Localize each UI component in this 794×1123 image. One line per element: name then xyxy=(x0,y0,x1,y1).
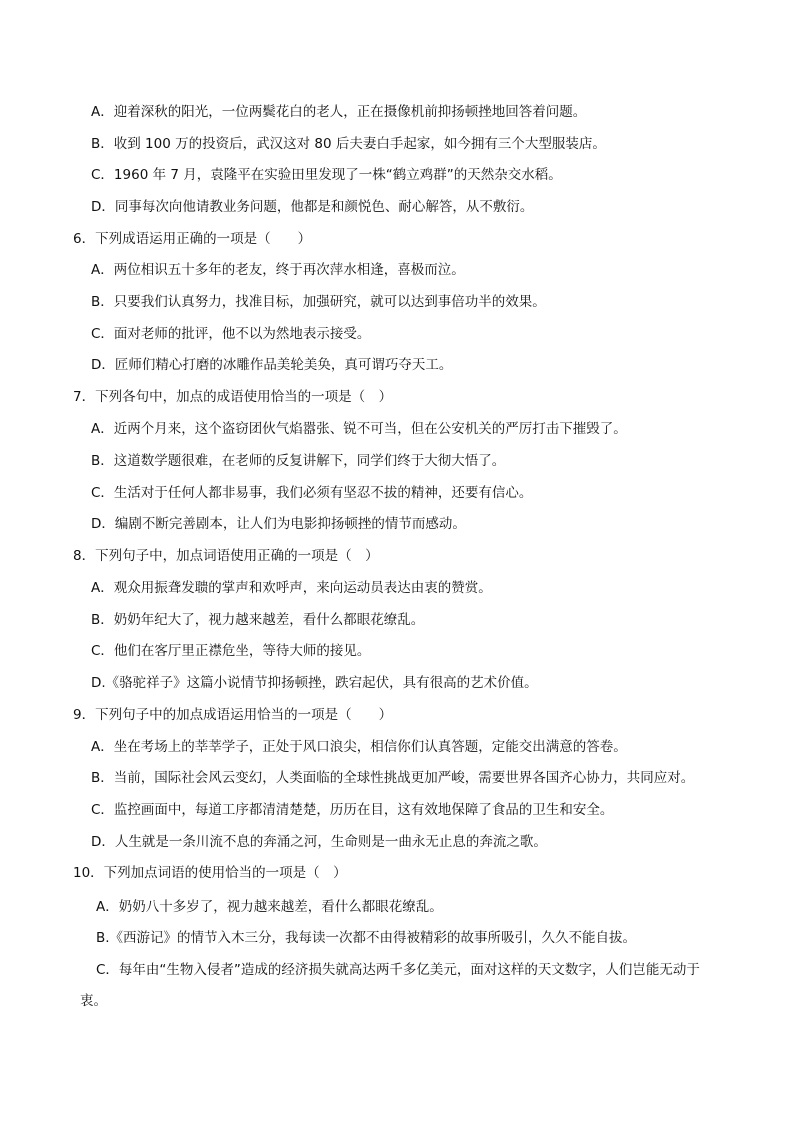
q7-option-c: C．生活对于任何人都非易事，我们必须有坚忍不拔的精神，还要有信心。 xyxy=(91,485,533,501)
q6-option-a: A．两位相识五十多年的老友，终于再次萍水相逢，喜极而泣。 xyxy=(91,262,465,278)
q8-option-a: A．观众用振聋发聩的掌声和欢呼声，来向运动员表达由衷的赞赏。 xyxy=(91,580,492,596)
q5-option-a: A．迎着深秋的阳光，一位两鬓花白的老人，正在摄像机前抑扬顿挫地回答着问题。 xyxy=(91,104,587,120)
q10-option-c-continuation: 衷。 xyxy=(80,993,107,1009)
q10-option-a: A．奶奶八十多岁了，视力越来越差，看什么都眼花缭乱。 xyxy=(96,899,443,915)
q10-stem: 10．下列加点词语的使用恰当的一项是（ ） xyxy=(73,865,347,881)
q5-option-c: C．1960 年 7 月，袁隆平在实验田里发现了一株“鹤立鸡群”的天然杂交水稻。 xyxy=(91,167,562,183)
q7-option-b: B．这道数学题很难，在老师的反复讲解下，同学们终于大彻大悟了。 xyxy=(91,453,506,469)
q9-option-a: A．坐在考场上的莘莘学子，正处于风口浪尖，相信你们认真答题，定能交出满意的答卷。 xyxy=(91,739,627,755)
q8-stem: 8．下列句子中，加点词语使用正确的一项是（ ） xyxy=(73,548,379,564)
q7-stem: 7．下列各句中，加点的成语使用恰当的一项是（ ） xyxy=(73,389,393,405)
q10-option-c: C．每年由“生物入侵者”造成的经济损失就高达两千多亿美元，面对这样的天文数字，人们岂能无动于 xyxy=(96,962,700,978)
q9-option-d: D．人生就是一条川流不息的奔涌之河，生命则是一曲永无止息的奔流之歌。 xyxy=(91,834,547,850)
q5-option-d: D．同事每次向他请教业务问题，他都是和颜悦色、耐心解答，从不敷衍。 xyxy=(91,199,534,215)
q7-option-d: D．编剧不断完善剧本，让人们为电影抑扬顿挫的情节而感动。 xyxy=(91,516,466,532)
q6-option-b: B．只要我们认真努力，找准目标，加强研究，就可以达到事倍功半的效果。 xyxy=(91,294,546,310)
q9-option-b: B．当前，国际社会风云变幻，人类面临的全球性挑战更加严峻，需要世界各国齐心协力，共同应对。 xyxy=(91,770,695,786)
q6-option-c: C．面对老师的批评，他不以为然地表示接受。 xyxy=(91,326,371,342)
q8-option-c: C．他们在客厅里正襟危坐，等待大师的接见。 xyxy=(91,643,371,659)
q10-option-b: B.《西游记》的情节入木三分，我每读一次都不由得被精彩的故事所吸引，久久不能自拔。 xyxy=(96,930,637,946)
q6-stem: 6．下列成语运用正确的一项是（ ） xyxy=(73,231,312,247)
q7-option-a: A．近两个月来，这个盗窃团伙气焰嚣张、锐不可当，但在公安机关的严厉打击下摧毁了。 xyxy=(91,421,627,437)
q5-option-b: B．收到 100 万的投资后，武汉这对 80 后夫妻白手起家，如今拥有三个大型服装店。 xyxy=(91,136,606,152)
q9-stem: 9．下列句子中的加点成语运用恰当的一项是（ ） xyxy=(73,707,393,723)
q8-option-d: D.《骆驼祥子》这篇小说情节抑扬顿挫，跌宕起伏，具有很高的艺术价值。 xyxy=(91,675,538,691)
q9-option-c: C．监控画面中，每道工序都清清楚楚，历历在目，这有效地保障了食品的卫生和安全。 xyxy=(91,802,614,818)
q6-option-d: D．匠师们精心打磨的冰雕作品美轮美奂，真可谓巧夺天工。 xyxy=(91,357,453,373)
q8-option-b: B．奶奶年纪大了，视力越来越差，看什么都眼花缭乱。 xyxy=(91,612,425,628)
